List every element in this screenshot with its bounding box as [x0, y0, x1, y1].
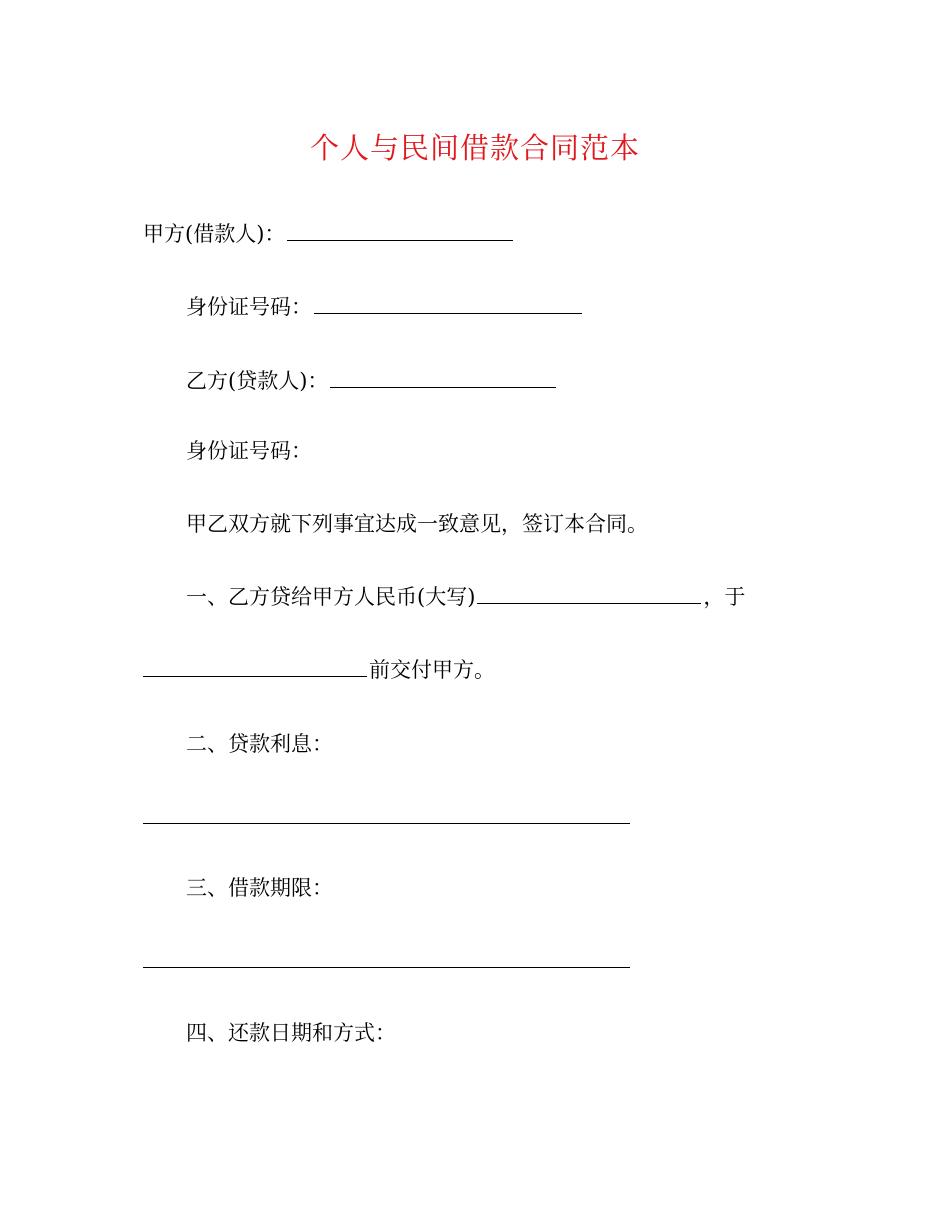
party-b-id-line	[186, 436, 312, 466]
clause-4-heading: 四、还款日期和方式：	[186, 1021, 396, 1045]
clause-1-line	[186, 582, 745, 612]
party-b-blank[interactable]	[330, 367, 556, 388]
loan-amount-blank[interactable]	[477, 583, 701, 604]
party-b-line	[186, 366, 558, 396]
clause-1-text-2: ，于	[703, 585, 746, 609]
party-a-blank[interactable]	[287, 220, 513, 241]
party-a-id-label: 身份证号码：	[186, 295, 312, 319]
intro-paragraph: 甲乙双方就下列事宜达成一致意见，签订本合同。	[186, 512, 648, 536]
clause-1-continuation	[143, 655, 495, 685]
delivery-date-blank[interactable]	[143, 656, 367, 677]
document-title: 个人与民间借款合同范本	[309, 131, 640, 165]
party-a-id-blank[interactable]	[314, 293, 582, 314]
party-a-id-line	[186, 292, 584, 322]
party-b-id-label: 身份证号码：	[186, 439, 312, 463]
interest-blank[interactable]	[143, 823, 630, 824]
party-a-label: 甲方(借款人)：	[143, 222, 286, 246]
clause-3-heading: 三、借款期限：	[186, 876, 333, 900]
clause-2-heading: 二、贷款利息：	[186, 732, 333, 756]
clause-1-text: 一、乙方贷给甲方人民币(大写)	[186, 585, 476, 609]
party-a-line	[143, 219, 515, 249]
clause-1-text-3: 前交付甲方。	[369, 658, 495, 682]
loan-term-blank[interactable]	[143, 967, 630, 968]
party-b-label: 乙方(贷款人)：	[186, 369, 329, 393]
